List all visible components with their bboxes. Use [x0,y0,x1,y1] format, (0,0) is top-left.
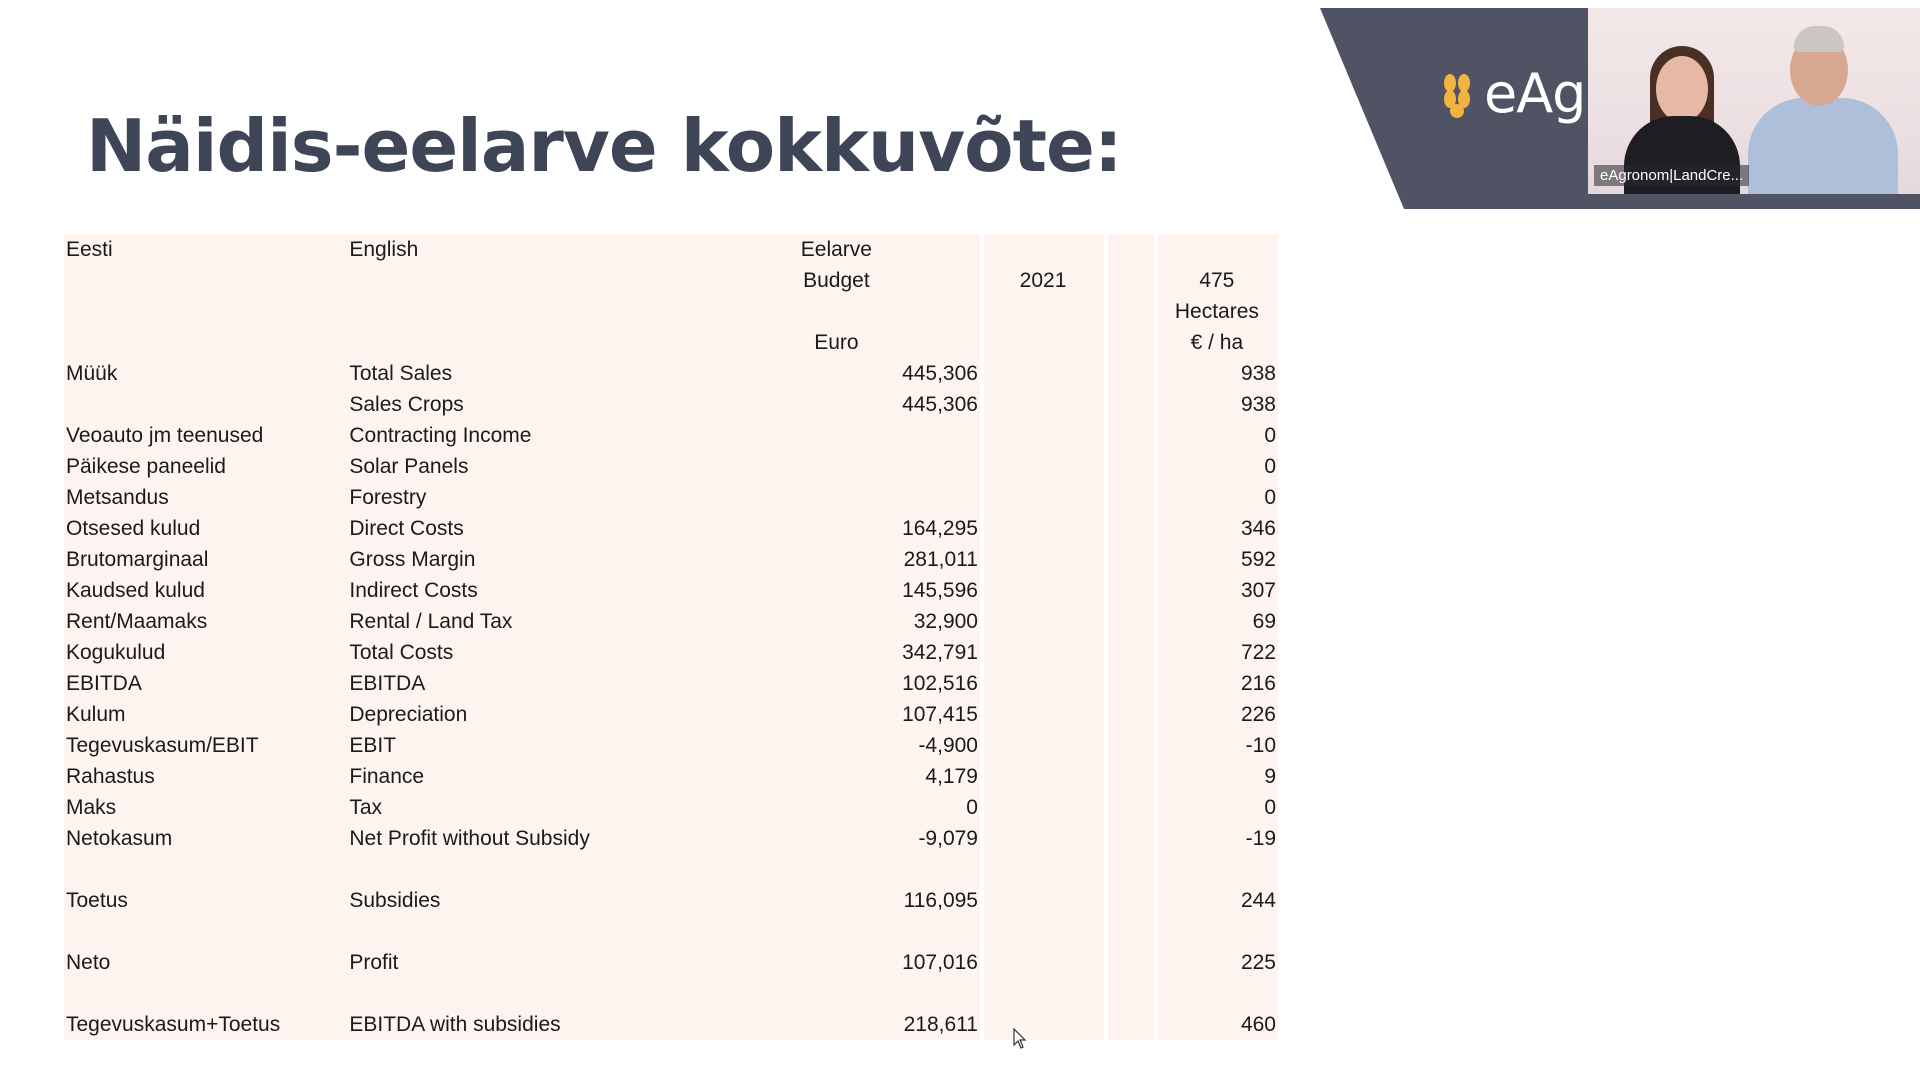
cell-eesti: Rahastus [66,764,155,788]
spacer-cell [1108,358,1158,389]
table-row [64,699,1278,730]
brand-text: eAg [1484,62,1586,125]
cell-eesti: Rent/Maamaks [66,609,208,633]
cell-english: Total Costs [349,640,454,664]
table-row [64,947,1278,978]
cell-year [984,420,1108,451]
header-row [64,296,1278,327]
spacer-cell [1108,482,1158,513]
cell-eesti [64,854,349,885]
cell-euro [695,420,984,451]
participant-2-hair [1794,26,1844,52]
cell-per-hectare: 0 [1264,485,1276,509]
spacer-cell [1108,451,1158,482]
header-cell-per-hectare: Hectares [1174,299,1259,323]
cell-eesti: Netokasum [66,826,173,850]
spacer-cell [1108,854,1158,885]
cell-eesti: Kulum [66,702,126,726]
cell-per-hectare [1158,978,1278,1009]
spacer-cell [1108,1009,1158,1040]
cell-per-hectare: 226 [1240,702,1276,726]
header-cell-year [984,234,1108,265]
cell-per-hectare: 0 [1264,795,1276,819]
cell-euro: 445,306 [695,358,984,389]
header-cell-english: English [349,237,419,261]
cell-eesti: Tegevuskasum/EBIT [66,733,259,757]
cell-english: EBITDA with subsidies [349,1012,561,1036]
table-row [64,575,1278,606]
spacer-cell [1108,761,1158,792]
header-row [64,265,1278,296]
cell-euro: 107,016 [695,947,984,978]
cell-english: Depreciation [349,702,468,726]
cell-english: Profit [349,950,399,974]
header-cell-eesti [64,327,349,358]
header-cell-budget [695,296,984,327]
header-cell-year: 2021 [984,265,1108,296]
header-cell-per-hectare: € / ha [1190,330,1244,354]
cell-euro: 281,011 [695,544,984,575]
video-tile[interactable] [1588,8,1920,194]
cell-per-hectare: 225 [1240,950,1276,974]
cell-per-hectare: 346 [1240,516,1276,540]
cell-english: Tax [349,795,383,819]
participant-2-body [1748,98,1898,194]
spacer-cell [1108,699,1158,730]
cell-english: EBIT [349,733,397,757]
cell-eesti: Brutomarginaal [66,547,209,571]
header-row [64,327,1278,358]
wheat-icon [1440,69,1474,119]
cell-year [984,761,1108,792]
cell-eesti: Toetus [66,888,128,912]
cell-year [984,916,1108,947]
cell-euro: 218,611 [695,1009,984,1040]
header-cell-per-hectare: 475 [1199,268,1235,292]
cell-per-hectare: 307 [1240,578,1276,602]
cell-year [984,947,1108,978]
table-row [64,761,1278,792]
table-row [64,823,1278,854]
mouse-cursor-icon [1013,1028,1027,1050]
cell-eesti: Müük [66,361,118,385]
spacer-cell [1108,265,1158,296]
cell-per-hectare [1158,854,1278,885]
slide-title: Näidis-eelarve kokkuvõte: [86,104,1122,188]
cell-euro [695,482,984,513]
cell-english: Rental / Land Tax [349,609,513,633]
cell-eesti: EBITDA [66,671,142,695]
participant-label: eAgronom|LandCre... [1594,165,1749,186]
spacer-row [64,978,1278,1009]
spacer-cell [1108,823,1158,854]
spacer-cell [1108,978,1158,1009]
cell-year [984,730,1108,761]
cell-euro: 4,179 [695,761,984,792]
cell-english: Gross Margin [349,547,476,571]
cell-eesti: Metsandus [66,485,169,509]
table-row [64,606,1278,637]
cell-year [984,389,1108,420]
cell-eesti [64,916,349,947]
table-row [64,420,1278,451]
table-row [64,792,1278,823]
table-row [64,1009,1278,1040]
header-cell-english [349,265,694,296]
cell-per-hectare: 938 [1240,361,1276,385]
table-row [64,544,1278,575]
cell-year [984,606,1108,637]
spacer-cell [1108,668,1158,699]
cell-per-hectare: 0 [1264,423,1276,447]
cell-eesti: Päikese paneelid [66,454,226,478]
cell-year [984,885,1108,916]
spacer-cell [1108,327,1158,358]
cell-eesti: Tegevuskasum+Toetus [66,1012,281,1036]
cell-per-hectare: -10 [1245,733,1276,757]
cell-english: Indirect Costs [349,578,478,602]
cell-year [984,699,1108,730]
cell-year [984,513,1108,544]
cell-english: Forestry [349,485,427,509]
cell-euro [695,451,984,482]
cell-year [984,668,1108,699]
table-row [64,482,1278,513]
cell-euro: 445,306 [695,389,984,420]
header-cell-year [984,327,1108,358]
cell-english: Contracting Income [349,423,532,447]
cell-per-hectare: 244 [1240,888,1276,912]
budget-table [64,234,1278,1040]
spacer-cell [1108,637,1158,668]
cell-english: Sales Crops [349,392,464,416]
cell-per-hectare: 69 [1252,609,1276,633]
cell-english: Total Sales [349,361,453,385]
cell-euro: 342,791 [695,637,984,668]
cell-year [984,451,1108,482]
cell-euro: 164,295 [695,513,984,544]
cell-eesti [64,389,349,420]
spacer-cell [1108,420,1158,451]
cell-english: Subsidies [349,888,441,912]
cell-eesti: Veoauto jm teenused [66,423,264,447]
cell-english: EBITDA [349,671,426,695]
cell-year [984,637,1108,668]
cell-eesti [64,978,349,1009]
spacer-cell [1108,947,1158,978]
cell-year [984,358,1108,389]
spacer-cell [1108,730,1158,761]
cell-euro [695,978,984,1009]
header-cell-per-hectare [1158,234,1278,265]
cell-english [349,916,694,947]
cell-per-hectare: -19 [1245,826,1276,850]
spacer-cell [1108,606,1158,637]
cell-euro [695,854,984,885]
spacer-cell [1108,234,1158,265]
cell-per-hectare [1158,916,1278,947]
cell-year [984,854,1108,885]
table-row [64,389,1278,420]
cell-eesti: Maks [66,795,117,819]
table-row [64,730,1278,761]
cell-euro: 32,900 [695,606,984,637]
spacer-cell [1108,575,1158,606]
table-row [64,358,1278,389]
cell-euro: 102,516 [695,668,984,699]
cell-english: Direct Costs [349,516,464,540]
spacer-cell [1108,916,1158,947]
cell-per-hectare: 216 [1240,671,1276,695]
cell-euro: 107,415 [695,699,984,730]
cell-euro: 0 [695,792,984,823]
cell-per-hectare: 460 [1240,1012,1276,1036]
cell-english [349,978,694,1009]
cell-english: Finance [349,764,425,788]
spacer-row [64,916,1278,947]
cell-per-hectare: 722 [1240,640,1276,664]
table-row [64,513,1278,544]
spacer-cell [1108,792,1158,823]
cell-per-hectare: 0 [1264,454,1276,478]
spacer-cell [1108,513,1158,544]
cell-euro: -4,900 [695,730,984,761]
cell-eesti: Kaudsed kulud [66,578,205,602]
header-cell-eesti [64,265,349,296]
table-row [64,668,1278,699]
cell-year [984,823,1108,854]
spacer-cell [1108,885,1158,916]
header-cell-eesti: Eesti [66,237,113,261]
table-row [64,637,1278,668]
header-cell-english [349,296,694,327]
header-cell-year [984,296,1108,327]
header-row [64,234,1278,265]
header-cell-budget: Eelarve [695,234,984,265]
cell-eesti: Neto [66,950,111,974]
cell-english [349,854,694,885]
cell-per-hectare: 592 [1240,547,1276,571]
spacer-cell [1108,296,1158,327]
cell-year [984,1009,1108,1040]
cell-per-hectare: 9 [1264,764,1276,788]
cell-year [984,544,1108,575]
cell-eesti: Kogukulud [66,640,166,664]
cell-euro: 116,095 [695,885,984,916]
cell-year [984,792,1108,823]
spacer-row [64,854,1278,885]
cell-eesti: Otsesed kulud [66,516,201,540]
cell-euro: 145,596 [695,575,984,606]
header-cell-english [349,327,694,358]
table-row [64,451,1278,482]
cell-per-hectare: 938 [1240,392,1276,416]
header-cell-budget: Budget [695,265,984,296]
cell-euro [695,916,984,947]
cell-year [984,575,1108,606]
spacer-cell [1108,389,1158,420]
cell-english: Solar Panels [349,454,469,478]
header-cell-eesti [64,296,349,327]
cell-year [984,482,1108,513]
cell-euro: -9,079 [695,823,984,854]
table-row [64,885,1278,916]
spacer-cell [1108,544,1158,575]
cell-english: Net Profit without Subsidy [349,826,590,850]
header-cell-budget: Euro [695,327,984,358]
cell-year [984,978,1108,1009]
participant-1-head [1656,56,1708,122]
